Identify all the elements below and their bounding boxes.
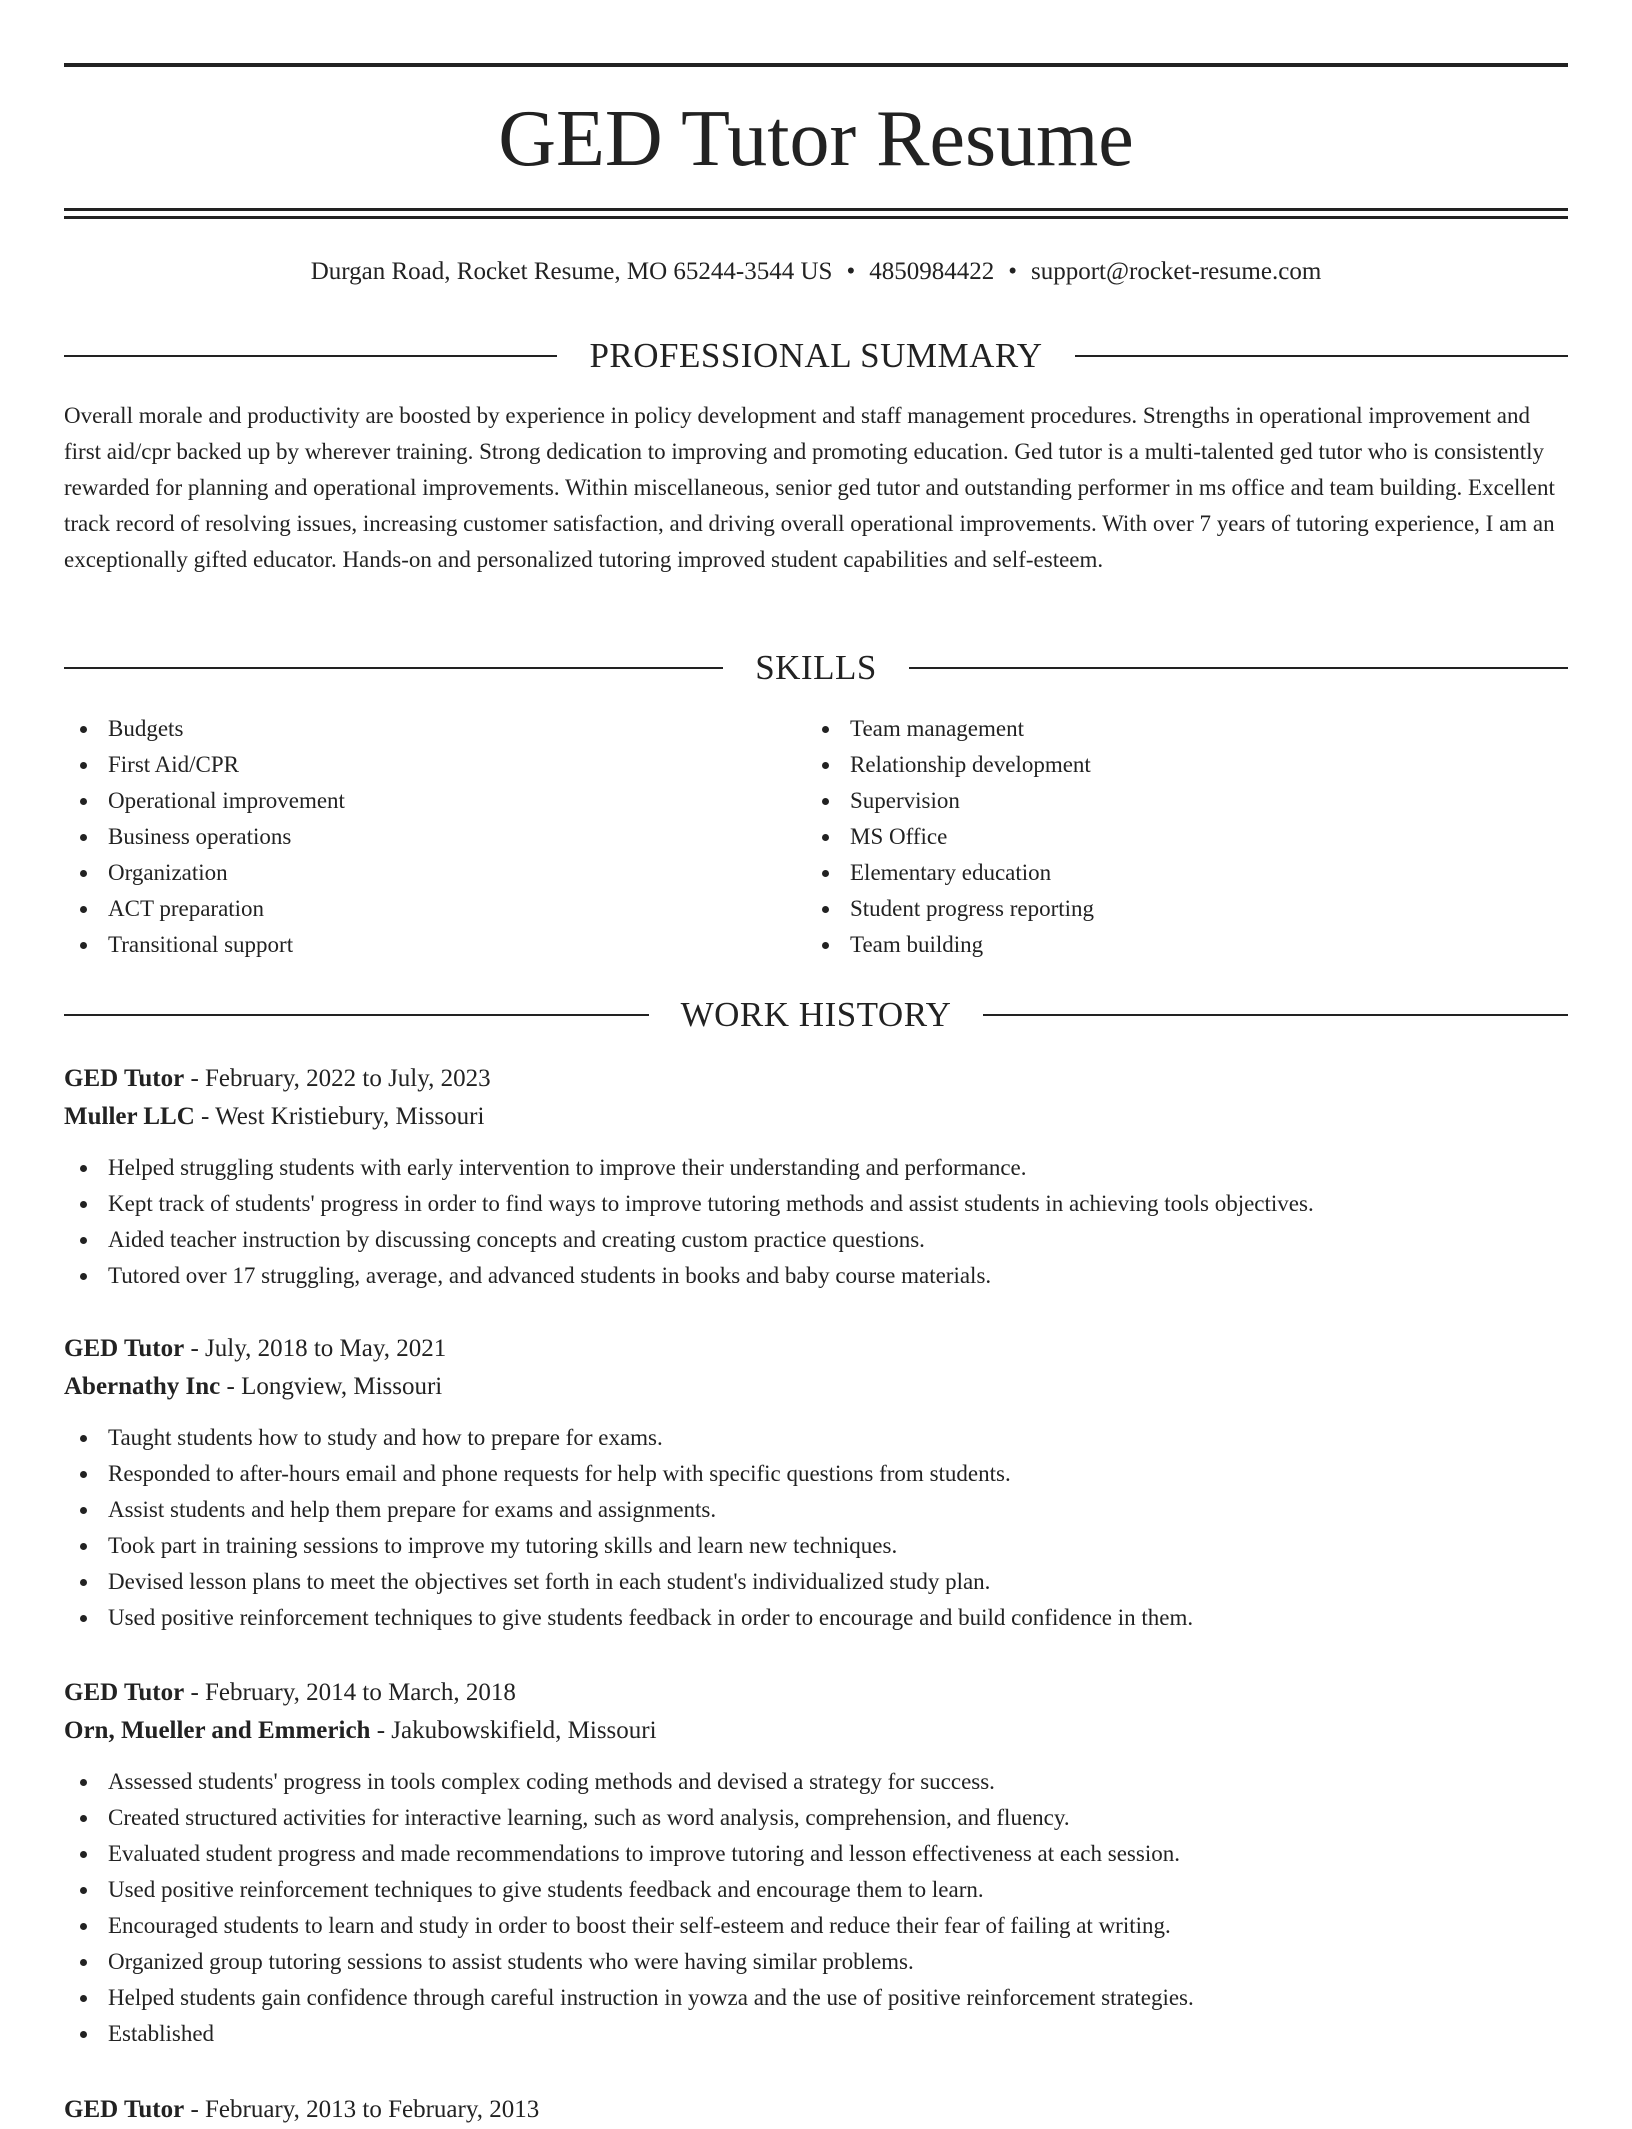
job-bullet: Encouraged students to learn and study in order to boost their self-esteem and reduce their fear of failing at writing. xyxy=(64,1908,1568,1944)
separator-dot: • xyxy=(846,258,856,285)
job-location: - Jakubowskifield, Missouri xyxy=(370,1717,657,1744)
job-location: - Longview, Missouri xyxy=(220,1373,443,1400)
job-bullet: Assist students and help them prepare for exams and assignments. xyxy=(64,1492,1568,1528)
job-bullet: Took part in training sessions to improve my tutoring skills and learn new techniques. xyxy=(64,1528,1568,1564)
section-title: SKILLS xyxy=(755,648,877,687)
job-dates: - July, 2018 to May, 2021 xyxy=(184,1335,447,1362)
heading-rule-left xyxy=(64,667,723,669)
job-bullet: Established xyxy=(64,2016,1568,2052)
heading-rule-right xyxy=(983,1014,1568,1016)
work-history-heading xyxy=(64,993,1568,1037)
heading-rule-right xyxy=(1075,355,1568,357)
title-rule-upper xyxy=(64,208,1568,211)
job-bullet: Tutored over 17 struggling, average, and advanced students in books and baby course materials. xyxy=(64,1258,1568,1294)
title-rule-lower xyxy=(64,216,1568,219)
heading-rule-left xyxy=(64,355,557,357)
job-entry xyxy=(64,1674,1568,2052)
contact-line xyxy=(64,254,1568,290)
section-title: WORK HISTORY xyxy=(680,995,952,1034)
skills-heading xyxy=(64,646,1568,690)
job-bullet: Helped students gain confidence through careful instruction in yowza and the use of positive reinforcement strategies. xyxy=(64,1980,1568,2016)
skill-item: Student progress reporting xyxy=(806,891,1548,927)
job-dates: - February, 2022 to July, 2023 xyxy=(184,1065,491,1092)
job-bullets xyxy=(64,1150,1568,1294)
skill-item: Relationship development xyxy=(806,747,1548,783)
job-entry xyxy=(64,1060,1568,1294)
job-bullet: Taught students how to study and how to prepare for exams. xyxy=(64,1420,1568,1456)
job-company-line xyxy=(64,1368,1568,1406)
skill-item: Team building xyxy=(806,927,1548,963)
skill-item: Budgets xyxy=(64,711,806,747)
job-company: Orn, Mueller and Emmerich xyxy=(64,1717,371,1744)
job-company: Abernathy Inc xyxy=(64,1373,221,1400)
job-bullet: Organized group tutoring sessions to assist students who were having similar problems. xyxy=(64,1944,1568,1980)
job-company-line xyxy=(64,1098,1568,1136)
section-title: PROFESSIONAL SUMMARY xyxy=(589,336,1043,375)
contact-email: support@rocket-resume.com xyxy=(1030,258,1322,285)
job-bullets xyxy=(64,1764,1568,2052)
job-title-line xyxy=(64,1060,1568,1098)
job-location: - West Kristiebury, Missouri xyxy=(194,1103,485,1130)
skill-item: Organization xyxy=(64,855,806,891)
job-title: GED Tutor xyxy=(64,1679,185,1706)
job-dates: - February, 2014 to March, 2018 xyxy=(184,1679,516,1706)
job-bullet: Used positive reinforcement techniques to give students feedback and encourage them to learn. xyxy=(64,1872,1568,1908)
job-bullet: Helped struggling students with early intervention to improve their understanding and performance. xyxy=(64,1150,1568,1186)
job-bullet: Responded to after-hours email and phone requests for help with specific questions from students. xyxy=(64,1456,1568,1492)
separator-dot: • xyxy=(1008,258,1017,285)
heading-rule-right xyxy=(909,667,1568,669)
job-bullet: Devised lesson plans to meet the objectives set forth in each student's individualized study plan. xyxy=(64,1564,1568,1600)
job-bullets xyxy=(64,1420,1568,1636)
skills-list-right xyxy=(806,711,1548,963)
summary-heading xyxy=(64,334,1568,378)
job-title: GED Tutor xyxy=(64,1065,185,1092)
job-bullet: Aided teacher instruction by discussing concepts and creating custom practice questions. xyxy=(64,1222,1568,1258)
job-company-line xyxy=(64,1712,1568,1750)
heading-rule-left xyxy=(64,1014,649,1016)
top-rule xyxy=(64,63,1568,67)
skill-item: Team management xyxy=(806,711,1548,747)
job-bullet: Used positive reinforcement techniques to give students feedback in order to encourage and build confidence in them. xyxy=(64,1600,1568,1636)
skill-item: Operational improvement xyxy=(64,783,806,819)
skill-item: Supervision xyxy=(806,783,1548,819)
job-bullet: Kept track of students' progress in order to find ways to improve tutoring methods and assist students in achieving tools objectives. xyxy=(64,1186,1568,1222)
skill-item: Business operations xyxy=(64,819,806,855)
job-title: GED Tutor xyxy=(64,1335,185,1362)
job-title-line xyxy=(64,2091,1568,2129)
job-bullet: Assessed students' progress in tools complex coding methods and devised a strategy for success. xyxy=(64,1764,1568,1800)
job-title-line xyxy=(64,1330,1568,1368)
page-title: GED Tutor Resume xyxy=(498,95,1134,183)
job-entry xyxy=(64,2091,1568,2129)
job-bullet: Created structured activities for interactive learning, such as word analysis, comprehension, and fluency. xyxy=(64,1800,1568,1836)
contact-address: Durgan Road, Rocket Resume, MO 65244-3544 US xyxy=(310,258,833,285)
skill-item: First Aid/CPR xyxy=(64,747,806,783)
job-dates: - February, 2013 to February, 2013 xyxy=(184,2096,540,2123)
skills-list-left xyxy=(64,711,806,963)
job-bullet: Evaluated student progress and made recommendations to improve tutoring and lesson effectiveness at each session. xyxy=(64,1836,1568,1872)
skill-item: MS Office xyxy=(806,819,1548,855)
job-entry xyxy=(64,1330,1568,1636)
skill-item: Elementary education xyxy=(806,855,1548,891)
skill-item: ACT preparation xyxy=(64,891,806,927)
job-company: Muller LLC xyxy=(64,1103,195,1130)
job-title: GED Tutor xyxy=(64,2096,185,2123)
job-title-line xyxy=(64,1674,1568,1712)
summary-text: Overall morale and productivity are boosted by experience in policy development and staff management procedures. Strengths in operational improvement and first aid/cpr backed up by wherever training. Strong dedication to improving and promoting education. Ged tutor is a multi-talented ged tutor who is consistently rewarded for planning and operational improvements. Within miscellaneous, senior ged tutor and outstanding performer in ms office and team building. Excellent track record of resolving issues, increasing customer satisfaction, and driving overall operational improvements. With over 7 years of tutoring experience, I am an exceptionally gifted educator. Hands-on and personalized tutoring improved student capabilities and self-esteem. xyxy=(64,403,1555,572)
skill-item: Transitional support xyxy=(64,927,806,963)
contact-phone: 4850984422 xyxy=(869,258,995,285)
